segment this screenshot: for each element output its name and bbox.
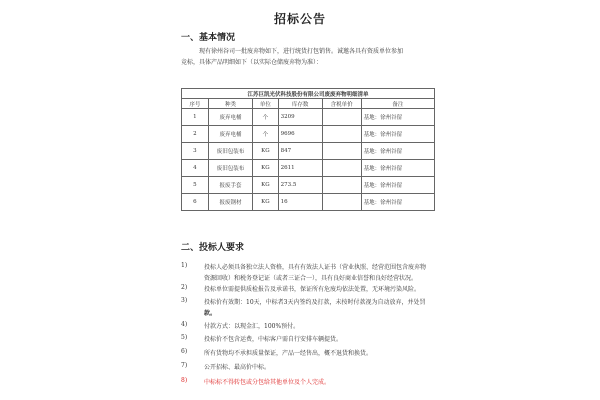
section1-intro-line2: 竞标，具体产品明细如下（以实际仓储废弃物为准）： bbox=[181, 59, 323, 66]
cell-price bbox=[322, 143, 361, 160]
table-header-row bbox=[182, 99, 435, 109]
cell-no: 1 bbox=[182, 109, 209, 126]
cell-unit: 个 bbox=[253, 109, 278, 126]
cell-price bbox=[322, 177, 361, 194]
col-header-price: 含税单价 bbox=[322, 99, 361, 109]
table-row bbox=[182, 126, 435, 143]
req-text-warning: 中标标不得转包或分包给其他单位及个人完成。 bbox=[204, 379, 331, 386]
req-text: 投标人必须具备独立法人资格，具有有效法人证书（营业执照、经营范围包含废弃物 bbox=[204, 264, 427, 271]
section1-heading: 一、基本情况 bbox=[181, 33, 236, 43]
cell-name: 废弃电桶 bbox=[208, 126, 252, 143]
cell-note: 基地：徐州谷留 bbox=[361, 143, 434, 160]
table-caption-row bbox=[182, 89, 435, 99]
cell-qty: 273.5 bbox=[278, 177, 322, 194]
cell-price bbox=[322, 194, 361, 211]
table-row bbox=[182, 194, 435, 211]
cell-no: 6 bbox=[182, 194, 209, 211]
cell-note: 基地：徐州谷留 bbox=[361, 160, 434, 177]
req-text: 所有货物均不承担质量保证，产品一经售出，概不退货和换货。 bbox=[204, 350, 373, 357]
table-row bbox=[182, 160, 435, 177]
req-num: 7) bbox=[181, 362, 188, 369]
req-num: 8) bbox=[181, 377, 188, 384]
table-row bbox=[182, 109, 435, 126]
col-header-name: 种类 bbox=[208, 99, 252, 109]
cell-name: 废旧包装布 bbox=[208, 160, 252, 177]
req-text: 付款方式：以现金汇，100%预付。 bbox=[204, 323, 300, 330]
table-caption: 江苏巨凯光伏科技股份有限公司废废弃物明细清单 bbox=[182, 89, 435, 99]
req-text: 投标价不包含运费，中标客户需自行安排车辆提货。 bbox=[204, 336, 343, 343]
req-text: 资源回收）和税务登记证（或者三证合一），具有良好商业信誉和良好经营状况。 bbox=[204, 275, 418, 282]
req-text: 投标单位需提供质检报告及承诺书，保证所有危废均依法处置，无环境污染风险。 bbox=[204, 286, 421, 293]
table-row bbox=[182, 177, 435, 194]
section2-heading: 二、投标人要求 bbox=[181, 243, 245, 253]
col-header-note: 备注 bbox=[361, 99, 434, 109]
req-num: 3) bbox=[181, 297, 188, 304]
req-num: 5) bbox=[181, 334, 188, 341]
cell-qty: 9696 bbox=[278, 126, 322, 143]
col-header-qty: 库存数 bbox=[278, 99, 322, 109]
cell-price bbox=[322, 109, 361, 126]
req-num: 4) bbox=[181, 321, 188, 328]
req-text: 投标价有效期：10天，中标者3天内签约及打款，未按时付款视为自动放弃，并处罚 bbox=[204, 299, 426, 306]
cell-name: 废旧包装布 bbox=[208, 143, 252, 160]
page-title: 招标公告 bbox=[273, 12, 326, 26]
cell-qty: 16 bbox=[278, 194, 322, 211]
req-num: 1) bbox=[181, 262, 188, 269]
cell-unit: KG bbox=[253, 160, 278, 177]
col-header-no: 序号 bbox=[182, 99, 209, 109]
req-text: 款。 bbox=[204, 310, 217, 317]
cell-price bbox=[322, 160, 361, 177]
cell-name: 废弃电桶 bbox=[208, 109, 252, 126]
req-num: 2) bbox=[181, 284, 188, 291]
cell-qty: 2611 bbox=[278, 160, 322, 177]
inventory-table bbox=[181, 88, 435, 211]
cell-price bbox=[322, 126, 361, 143]
cell-unit: 个 bbox=[253, 126, 278, 143]
req-text: 公开招标、最高价中标。 bbox=[204, 364, 271, 371]
cell-no: 5 bbox=[182, 177, 209, 194]
table-row bbox=[182, 143, 435, 160]
section1-intro-line1: 现有徐州谷司一批废弃物如下，进行统货打包销售。诚邀各具有资质单位参加 bbox=[199, 48, 404, 55]
cell-unit: KG bbox=[253, 177, 278, 194]
cell-unit: KG bbox=[253, 143, 278, 160]
col-header-unit: 单位 bbox=[253, 99, 278, 109]
cell-no: 3 bbox=[182, 143, 209, 160]
cell-note: 基地：徐州谷留 bbox=[361, 109, 434, 126]
cell-name: 报废钢材 bbox=[208, 194, 252, 211]
cell-qty: 3209 bbox=[278, 109, 322, 126]
cell-note: 基地：徐州谷留 bbox=[361, 126, 434, 143]
cell-qty: 847 bbox=[278, 143, 322, 160]
req-num: 6) bbox=[181, 348, 188, 355]
cell-note: 基地：徐州谷留 bbox=[361, 177, 434, 194]
cell-no: 4 bbox=[182, 160, 209, 177]
cell-note: 基地：徐州谷留 bbox=[361, 194, 434, 211]
cell-unit: KG bbox=[253, 194, 278, 211]
cell-name: 报废手套 bbox=[208, 177, 252, 194]
cell-no: 2 bbox=[182, 126, 209, 143]
